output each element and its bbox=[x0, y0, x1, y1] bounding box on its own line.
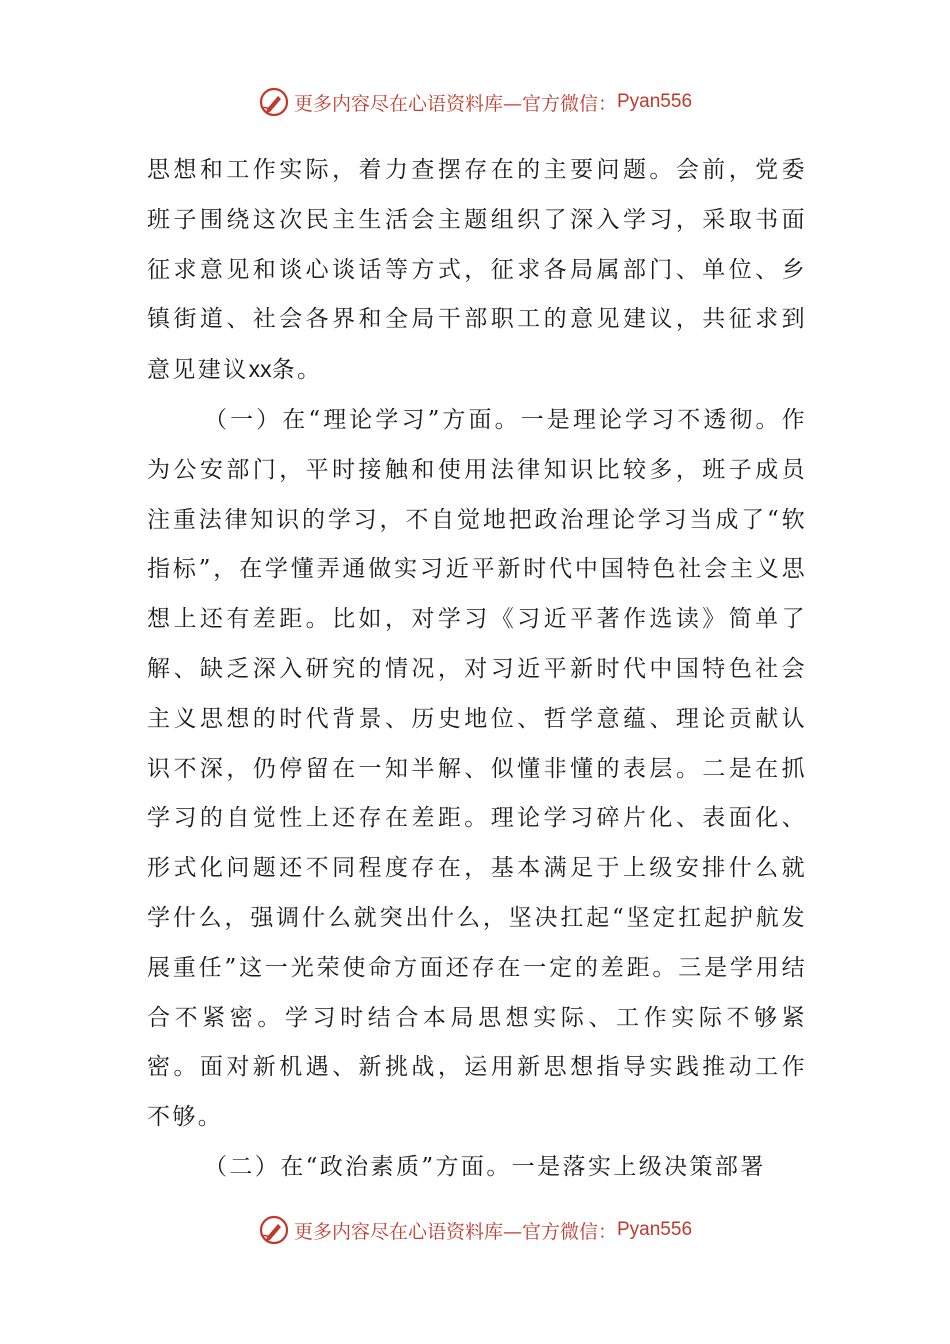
paragraph-text: （一）在“理论学习”方面。一是理论学习不透彻。作为公安部门，平时接触和使用法律知识比较多，班子成员注重法律知识的学习，不自觉地把政治理论学习当成了“软指标”，在学懂弄通做实习近平新时代中国特色社会主义思想上还有差距。比如，对学习《习近平著作选读》简单了解、缺乏深入研究的情况，对习近平新时代中国特色社会主义思想的时代背景、历史地位、哲学意蕴、理论贡献认识不深，仍停留在一知半解、似懂非懂的表层。二是在抓学习的自觉性上还存在差距。理论学习碎片化、表面化、形式化问题还不同程度存在，基本满足于上级安排什么就学什么，强调什么就突出什么，坚决扛起“坚定扛起护航发展重任”这一光荣使命方面还存在一定的差距。三是学用结合不紧密。学习时结合本局思想实际、工作实际不够紧密。面对新机遇、新挑战，运用新思想指导实践推动工作不够。 bbox=[147, 406, 807, 1131]
document-body bbox=[147, 146, 807, 1193]
watermark-header bbox=[0, 82, 950, 122]
watermark-id: Pyan556 bbox=[617, 91, 693, 112]
watermark-text: 更多内容尽在心语资料库—官方微信： bbox=[293, 1220, 617, 1243]
paragraph-1 bbox=[147, 146, 807, 396]
paragraph-text: 条。 bbox=[271, 357, 323, 384]
pen-in-circle-icon bbox=[258, 1214, 290, 1246]
pen-in-circle-icon bbox=[258, 86, 290, 118]
paragraph-3 bbox=[147, 1143, 807, 1193]
paragraph-text: 思想和工作实际，着力查摆存在的主要问题。会前，党委班子围绕这次民主生活会主题组织了深入学习，采取书面征求意见和谈心谈话等方式，征求各局属部门、单位、乡镇街道、社会各界和全局干部职工的意见建议，共征求到意见建议 bbox=[147, 157, 807, 384]
watermark-text: 更多内容尽在心语资料库—官方微信： bbox=[293, 92, 617, 115]
paragraph-text: （二）在“政治素质”方面。一是落实上级决策部署 bbox=[204, 1153, 766, 1180]
watermark-footer bbox=[0, 1210, 950, 1250]
watermark-id: Pyan556 bbox=[617, 1219, 693, 1240]
paragraph-2 bbox=[147, 396, 807, 1143]
placeholder-count: xx bbox=[248, 356, 272, 383]
